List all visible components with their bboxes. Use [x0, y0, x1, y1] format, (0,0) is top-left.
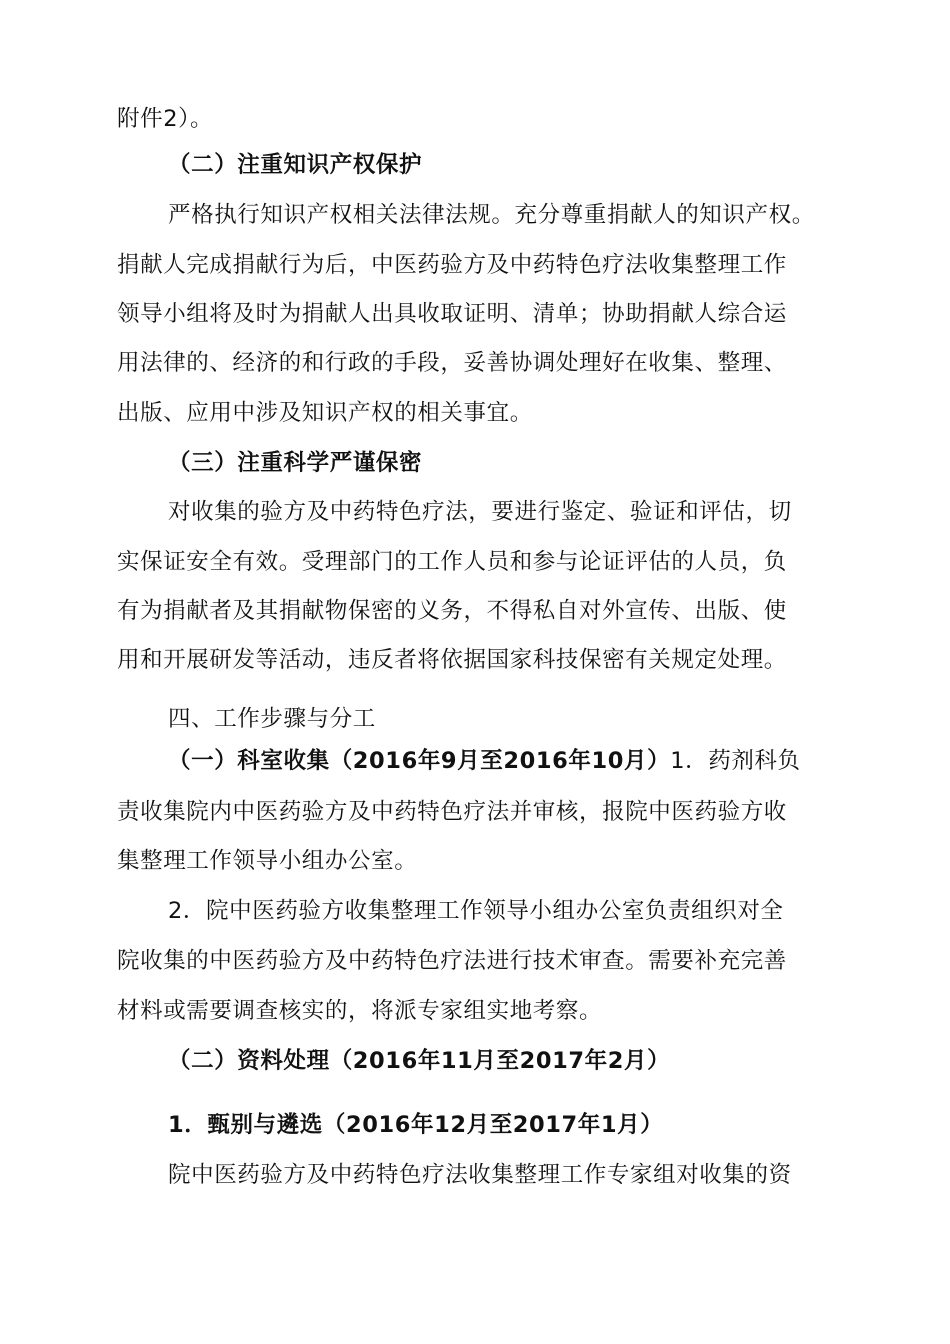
- chapter-heading: 四、工作步骤与分工: [168, 706, 376, 732]
- paragraph-line: 出版、应用中涉及知识产权的相关事宜。: [117, 400, 533, 426]
- paragraph-line-mixed: [168, 746, 801, 776]
- section-heading: （三）注重科学严谨保密: [168, 450, 423, 476]
- paragraph-line: 2．院中医药验方收集整理工作领导小组办公室负责组织对全: [168, 898, 784, 924]
- paragraph-line: 材料或需要调查核实的，将派专家组实地考察。: [117, 998, 603, 1024]
- paragraph-text: 1．药剂科负: [670, 748, 801, 774]
- paragraph-line: 有为捐献者及其捐献物保密的义务，不得私自对外宣传、出版、使: [117, 598, 787, 624]
- subsection-heading: （一）科室收集（2016年9月至2016年10月）: [168, 748, 671, 774]
- paragraph-line: 附件2）。: [117, 106, 214, 132]
- paragraph-line: 严格执行知识产权相关法律法规。充分尊重捐献人的知识产权。: [168, 202, 815, 228]
- paragraph-line: 捐献人完成捐献行为后，中医药验方及中药特色疗法收集整理工作: [117, 252, 787, 278]
- paragraph-line: 集整理工作领导小组办公室。: [117, 848, 418, 874]
- subsection-heading: 1．甄别与遴选（2016年12月至2017年1月）: [168, 1112, 664, 1138]
- paragraph-line: 责收集院内中医药验方及中药特色疗法并审核，报院中医药验方收: [117, 799, 787, 825]
- section-heading: （二）注重知识产权保护: [168, 152, 423, 178]
- paragraph-line: 对收集的验方及中药特色疗法，要进行鉴定、验证和评估，切: [168, 499, 792, 525]
- paragraph-line: 院收集的中医药验方及中药特色疗法进行技术审查。需要补充完善: [117, 948, 787, 974]
- paragraph-line: 用法律的、经济的和行政的手段，妥善协调处理好在收集、整理、: [117, 350, 787, 376]
- paragraph-line: 用和开展研发等活动，违反者将依据国家科技保密有关规定处理。: [117, 647, 787, 673]
- paragraph-line: 领导小组将及时为捐献人出具收取证明、清单；协助捐献人综合运: [117, 301, 787, 327]
- paragraph-line: 实保证安全有效。受理部门的工作人员和参与论证评估的人员，负: [117, 549, 787, 575]
- subsection-heading: （二）资料处理（2016年11月至2017年2月）: [168, 1048, 671, 1074]
- paragraph-line: 院中医药验方及中药特色疗法收集整理工作专家组对收集的资: [168, 1162, 792, 1188]
